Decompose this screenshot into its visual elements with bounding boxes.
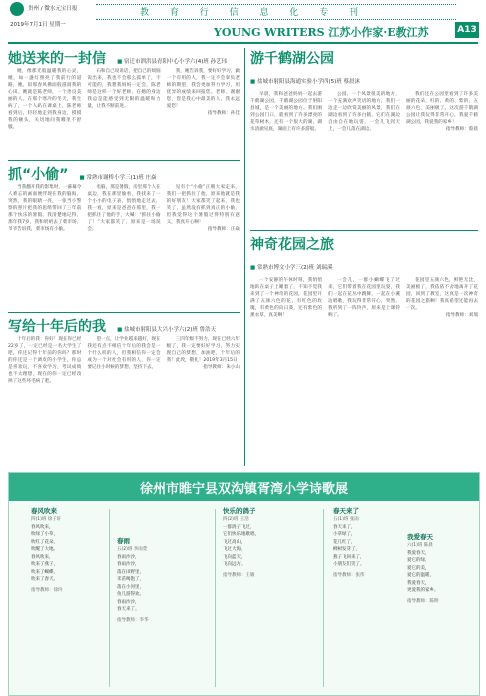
article-title-row (8, 48, 240, 68)
poem-line: 春天来了。 (117, 607, 140, 612)
article-paragraph: 我们还在公园里看到了许多美丽的花朵，红的、黄的、紫的，五颜六色，美丽极了。这次游千鹤湖公园让我玩得非常开心，我爱千鹤湖公园，我爱我的家乡！ (406, 92, 478, 125)
article-paragraph: 公园，一个风景很美的地方，一个充满欢声笑语的地方，我们一边走一边欣赏美丽的风景，我们在湖边看到了许多白鹤，它们在湖边自由自在地玩耍，一会儿飞到天上，一会儿落在湖边。 (328, 92, 400, 132)
poem-line: 一群鸽子飞过， (223, 524, 255, 530)
poem-title: 快乐的鸽子 (223, 507, 256, 515)
poem-line: 小朋友们笑了。 (333, 562, 365, 567)
poem-line: 它们快乐地歌唱， (223, 532, 259, 537)
article-paragraph: 一个安静的午休时刻，我悄悄地趴在桌子上睡着了，不知不觉我来到了一个神奇的花园，花园里开满了五颜六色的花，有红色的玫瑰，有黄色的向日葵，还有紫色的薰衣草，真美啊！ (250, 278, 322, 318)
poem-line: 飞过大海， (223, 547, 246, 552)
article-paragraph: 一会儿，一群小蝴蝶飞了过来，它们带着我在花园里玩耍，我们一起在花丛中跳舞，一起在小溪边唱歌，我玩得非常开心，突然，我听到了一阵铃声，原来是上课铃响了。 (328, 278, 400, 318)
poem-line: 飞过高山， (223, 539, 246, 545)
poem-author: 四(2)班 王浩 (223, 517, 249, 522)
column-divider (244, 48, 245, 466)
teacher-credit: 指导教师：孙佳 (207, 111, 240, 116)
teacher-credit: 指导教师：朱小山 (203, 365, 240, 370)
poem-line: 飞向蓝天， (223, 554, 246, 560)
poem-line: 落在田野里， (117, 569, 144, 575)
poem-divider (215, 509, 216, 687)
poem-author: 五(2)班 李雨萱 (117, 547, 148, 552)
article-title: 游千鹤湖公园 (250, 51, 334, 67)
poem (407, 533, 475, 605)
article-paragraph: 电脑，那是暑假，房里那个人在桌边，我在那里偷看，我找来了一个小小的电子表，悄悄地走过去，我一看，原来是爸爸在那里，我一把抓住了他的手，大喊：“抓住小偷了！”大家都笑了，原来是一场误会。 (87, 185, 161, 232)
article-paragraph: 望一点，让学业越来越好，现在我还有点不相信十年后的我会是一个什么样的人，但我相信你一定会成为一个对社会有用的人，你一定要记住小时候的梦想，坚持下去。 (87, 337, 161, 370)
poem-teacher: 指导教师：张伟 (333, 572, 365, 578)
teacher-credit: 指导教师：刘瑞 (445, 313, 478, 318)
teacher-credit: 指导教师：庄焱 (207, 227, 240, 232)
poetry-section-title: 徐州市睢宁县双沟镇胥湾小学诗歌展 (139, 482, 348, 497)
article-title-row (8, 316, 240, 336)
article-catch-thief (8, 164, 240, 310)
article-byline: ■ 盐城市射阳县大兴小学六(2)班 鲁浩天 (117, 327, 216, 333)
edition-title: YOUNG WRITERS 江苏小作家·E教江苏 (214, 26, 429, 39)
article-byline: ■ 宿迁市泗洪县青阳中心小学六(4)班 孙艺玮 (117, 59, 227, 65)
poem-teacher: 指导教师：陈明 (407, 598, 439, 604)
poem-line: 禾苗喝饱了， (117, 577, 144, 582)
article-paragraph: 我，她告诉我，要好好学习，做一个有用的人，我一定不会辜负老师的期望，我会更加努力学习，用优异的成绩来回报您。老师，谢谢您，您是我心中最美的人，我永远爱您！ (166, 69, 240, 109)
article-paragraph: 十年后的我：你好！现在你已经22岁了，一定已经是一名大学生了吧，你还记得十年前的你吗？那时的你还是一个调皮的小学生，你总是喜欢玩，不喜欢学习，考试成绩也不太理想，现在的你一定已经改掉了这些坏毛病了吧。 (8, 337, 82, 384)
newspaper-logo-icon (10, 2, 24, 16)
poetry-exhibition (8, 472, 480, 696)
article-paragraph: 见有个“小偷”正朝大家走来，我们一把抓住了他，原来他就是我的好朋友！大家都笑了起来，我也笑了，虽然没有抓到真正的小偷，但我觉得这个暑假过得特别有意义，我真开心啊！ (166, 185, 240, 225)
section-divider (8, 160, 240, 161)
poem-line: 爱它的绿， (407, 558, 430, 563)
article-body (250, 91, 478, 133)
page-number: A13 (455, 22, 479, 38)
poem-line: 春雨沙沙， (117, 562, 140, 567)
teacher-credit: 指导教师：蔡晨 (445, 127, 478, 132)
article-paragraph: 花园里五颜六色，鲜艳无比，美丽极了，我依依不舍地离开了花园，回到了教室，这真是一次神奇的花园之旅啊！我真希望还能再去一次。 (406, 278, 478, 311)
article-title-row (250, 234, 478, 254)
article-lake-park (250, 48, 478, 228)
poem-divider (323, 509, 324, 687)
poem-author: 五(1)班 张雨 (333, 517, 359, 522)
poem-line: 柳树发芽了， (333, 547, 360, 552)
poem-line: 吹绿了小草， (31, 532, 58, 537)
article-title: 神奇花园之旅 (250, 237, 334, 253)
poem-line: 吹红了花朵， (31, 539, 58, 545)
poem-line: 更爱我的家乡。 (407, 588, 439, 593)
poem-line: 吹来了春天。 (31, 577, 58, 582)
banner-title: 教 育 行 信 息 化 专 刊 (140, 8, 368, 18)
poem-author: 六(1)班 陈晨 (407, 543, 433, 548)
article-byline: ■ 常熟市博文小学三(2)班 刘瑞溪 (250, 265, 333, 271)
poem-line: 爱它的美， (407, 565, 430, 571)
poem-line: 春雨沙沙， (117, 554, 140, 560)
article-body (8, 336, 240, 385)
article-letter (8, 48, 240, 158)
poem-line: 春天来了， (333, 524, 356, 530)
article-paragraph: 早晨，我和爸爸妈妈一起去游千鹤湖公园，千鹤湖公园位于射阳县城，是一个美丽的地方。我们刚到公园门口，就看到了许多漂亮的花草树木，还有一个很大的湖，湖水清澈见底，湖面上有许多游船。 (250, 92, 322, 132)
poem-title: 我爱春天 (407, 533, 433, 541)
article-body (250, 277, 478, 319)
article-title: 她送来的一封信 (8, 51, 106, 67)
poem-line: 燕子飞回来了， (333, 554, 365, 560)
poetry-header (9, 473, 479, 501)
poem-line: 飞向远方。 (223, 562, 246, 567)
poem-line: 春风吹来， (31, 524, 54, 530)
poem-line: 春雨沙沙， (117, 599, 140, 605)
poem (31, 507, 111, 594)
article-title: 抓“小偷” (8, 167, 69, 183)
poem-author: 四(1)班 徐子轩 (31, 517, 62, 522)
article-byline: ■ 盐城市射阳县海通实验小学四(5)班 蔡晨沐 (250, 79, 360, 85)
article-paragraph: 当我翻开我的影集时，一幕幕令人难忘的画面便浮现在我的脑海，突然，我的眼睛一亮，一张当小警察的照片把我的思绪带回了三年前那个快乐的暑假。我清楚地记得，那年我7岁，我和奶奶去了菜市场，爷爷告诉我，菜市场有小偷。 (8, 185, 82, 232)
poem-teacher: 指导教师：王敏 (223, 572, 255, 578)
article-title: 写给十年后的我 (8, 319, 106, 335)
poem (333, 507, 401, 579)
article-paragraph: 她，像那光般温暖我的心灵，她，如一盏灯照亮了我前行的道路，她，似那春风拂面般滋润我的心田。她就是陈老师，一个善良美丽的人。在那个寒冷的冬天，我生病了，一个人趴在课桌上，陈老师看到后，轻轻地走到我身边，摸摸我的额头，关切地问我哪里不舒服。 (8, 69, 82, 130)
paper-name: 贵州 / 微水元宝日报 (28, 6, 78, 12)
poem-line: 爱它的温暖， (407, 573, 434, 578)
poem-line: 春风吹来， (31, 554, 54, 560)
poem-line: 吹来了燕子， (31, 562, 58, 567)
edition-date: 2019年7月1日 星期一 (10, 22, 66, 28)
poem (223, 507, 315, 579)
article-body (8, 184, 240, 233)
article-ten-years (8, 316, 240, 466)
poem-divider (109, 509, 110, 687)
poem-line: 我爱春天， (407, 580, 430, 586)
poem-line: 吹来了蝴蝶， (31, 569, 58, 575)
article-body (8, 68, 240, 131)
poem-line: 花儿红了， (333, 539, 356, 545)
article-paragraph: 三四年级不努力，现在已经六年级了，我一定要好好学习，努力实现自己的梦想，加油吧，十年后的我！此致，敬礼！2019年3月15日 (166, 337, 240, 363)
poem-teacher: 指导教师：李华 (117, 617, 149, 623)
poem-line: 吹醒了大地。 (31, 547, 58, 552)
section-divider (250, 230, 478, 231)
poem (117, 537, 207, 624)
poem-line: 我爱春天， (407, 550, 430, 556)
article-title-row (250, 48, 478, 68)
poem-title: 春雨 (117, 537, 130, 545)
poem-teacher: 指导教师：徐玲 (31, 587, 63, 593)
article-magic-garden (250, 234, 478, 466)
article-paragraph: 石和自己说说话，把自己的烦恼说出来，我也不会那么孤单了，不可能的，我想我妈妈一定会，陈老师是这样一个好老师，在她的身边我总是能感受到无限的温暖和力量，让我不断前进。 (87, 69, 161, 109)
poem-title: 春风吹来 (31, 507, 57, 515)
poem-title: 春天来了 (333, 507, 359, 515)
poem-line: 落在小河里， (117, 584, 144, 590)
article-title-row (8, 164, 240, 184)
poem-line: 小草绿了， (333, 532, 356, 537)
article-byline: ■ 常熟市谢桥小学三(1)班 庄焱 (80, 175, 157, 181)
header-rule (8, 42, 478, 44)
poem-line: 鱼儿游得欢。 (117, 592, 144, 597)
page-header (0, 0, 486, 46)
section-divider (8, 312, 240, 313)
